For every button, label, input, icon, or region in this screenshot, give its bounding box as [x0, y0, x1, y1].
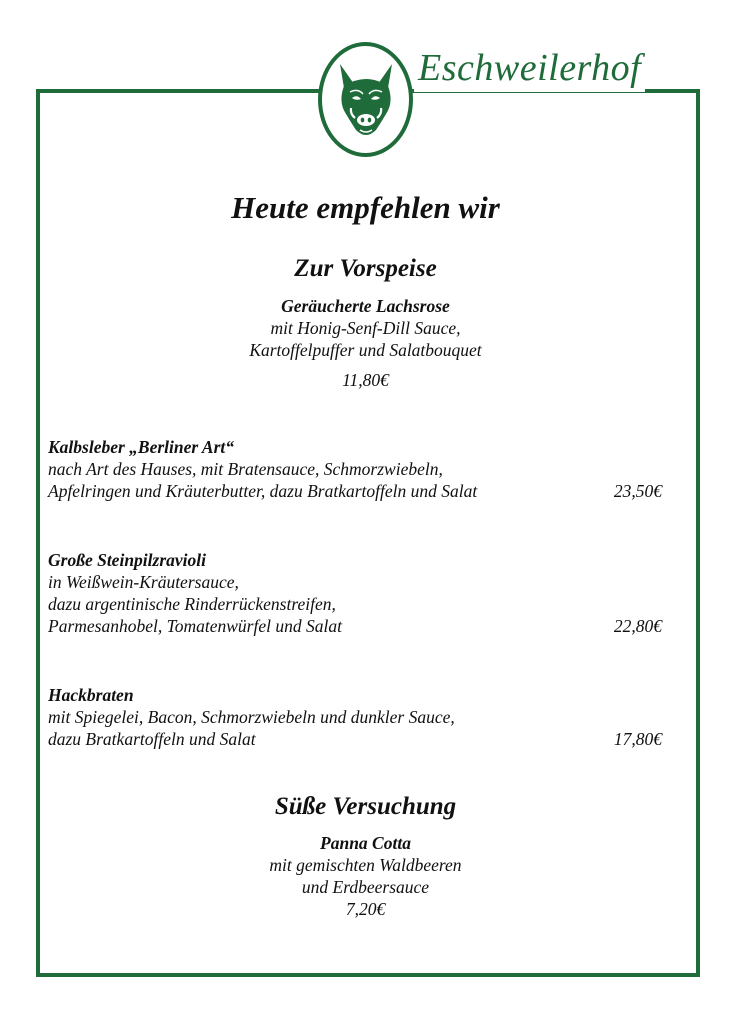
dish-name: Hackbraten [48, 685, 134, 705]
starter-dish [0, 295, 731, 361]
main-dish [48, 436, 668, 502]
boar-head-icon [330, 58, 402, 142]
logo-badge [318, 42, 413, 157]
page-title: Heute empfehlen wir [231, 190, 500, 225]
dish-description-line: nach Art des Hauses, mit Bratensauce, Schmorzwiebeln, [48, 459, 443, 479]
dish-description-line: Apfelringen und Kräuterbutter, dazu Bratkartoffeln und Salat [48, 481, 478, 501]
dish-description-line: Parmesanhobel, Tomatenwürfel und Salat [48, 616, 342, 636]
dish-name: Große Steinpilzravioli [48, 550, 206, 570]
dish-price: 7,20€ [345, 899, 386, 919]
dish-name: Kalbsleber „Berliner Art“ [48, 437, 235, 457]
dish-description-line: mit gemischten Waldbeeren [269, 855, 462, 875]
dish-description-line: dazu argentinische Rinderrückenstreifen, [48, 594, 336, 614]
dish-price: 11,80€ [342, 370, 389, 390]
main-dish [48, 549, 668, 637]
dessert-dish [0, 832, 731, 920]
dish-name: Panna Cotta [320, 833, 411, 853]
dish-description-line: und Erdbeersauce [301, 877, 430, 897]
dessert-section-heading: Süße Versuchung [274, 793, 457, 820]
brand-name: Eschweilerhof [414, 44, 645, 92]
dish-description-line: in Weißwein-Kräutersauce, [48, 572, 239, 592]
dish-price: 23,50€ [613, 481, 662, 501]
starter-section-heading: Zur Vorspeise [294, 255, 437, 282]
dish-name: Geräucherte Lachsrose [281, 296, 450, 316]
dish-price: 22,80€ [613, 616, 662, 636]
dish-description-line: dazu Bratkartoffeln und Salat [48, 729, 256, 749]
main-dish [48, 684, 668, 750]
dish-description-line: mit Honig-Senf-Dill Sauce, [270, 318, 461, 338]
dish-price: 17,80€ [613, 729, 662, 749]
dish-description-line: mit Spiegelei, Bacon, Schmorzwiebeln und dunkler Sauce, [48, 707, 455, 727]
dish-description-line: Kartoffelpuffer und Salatbouquet [249, 340, 482, 360]
